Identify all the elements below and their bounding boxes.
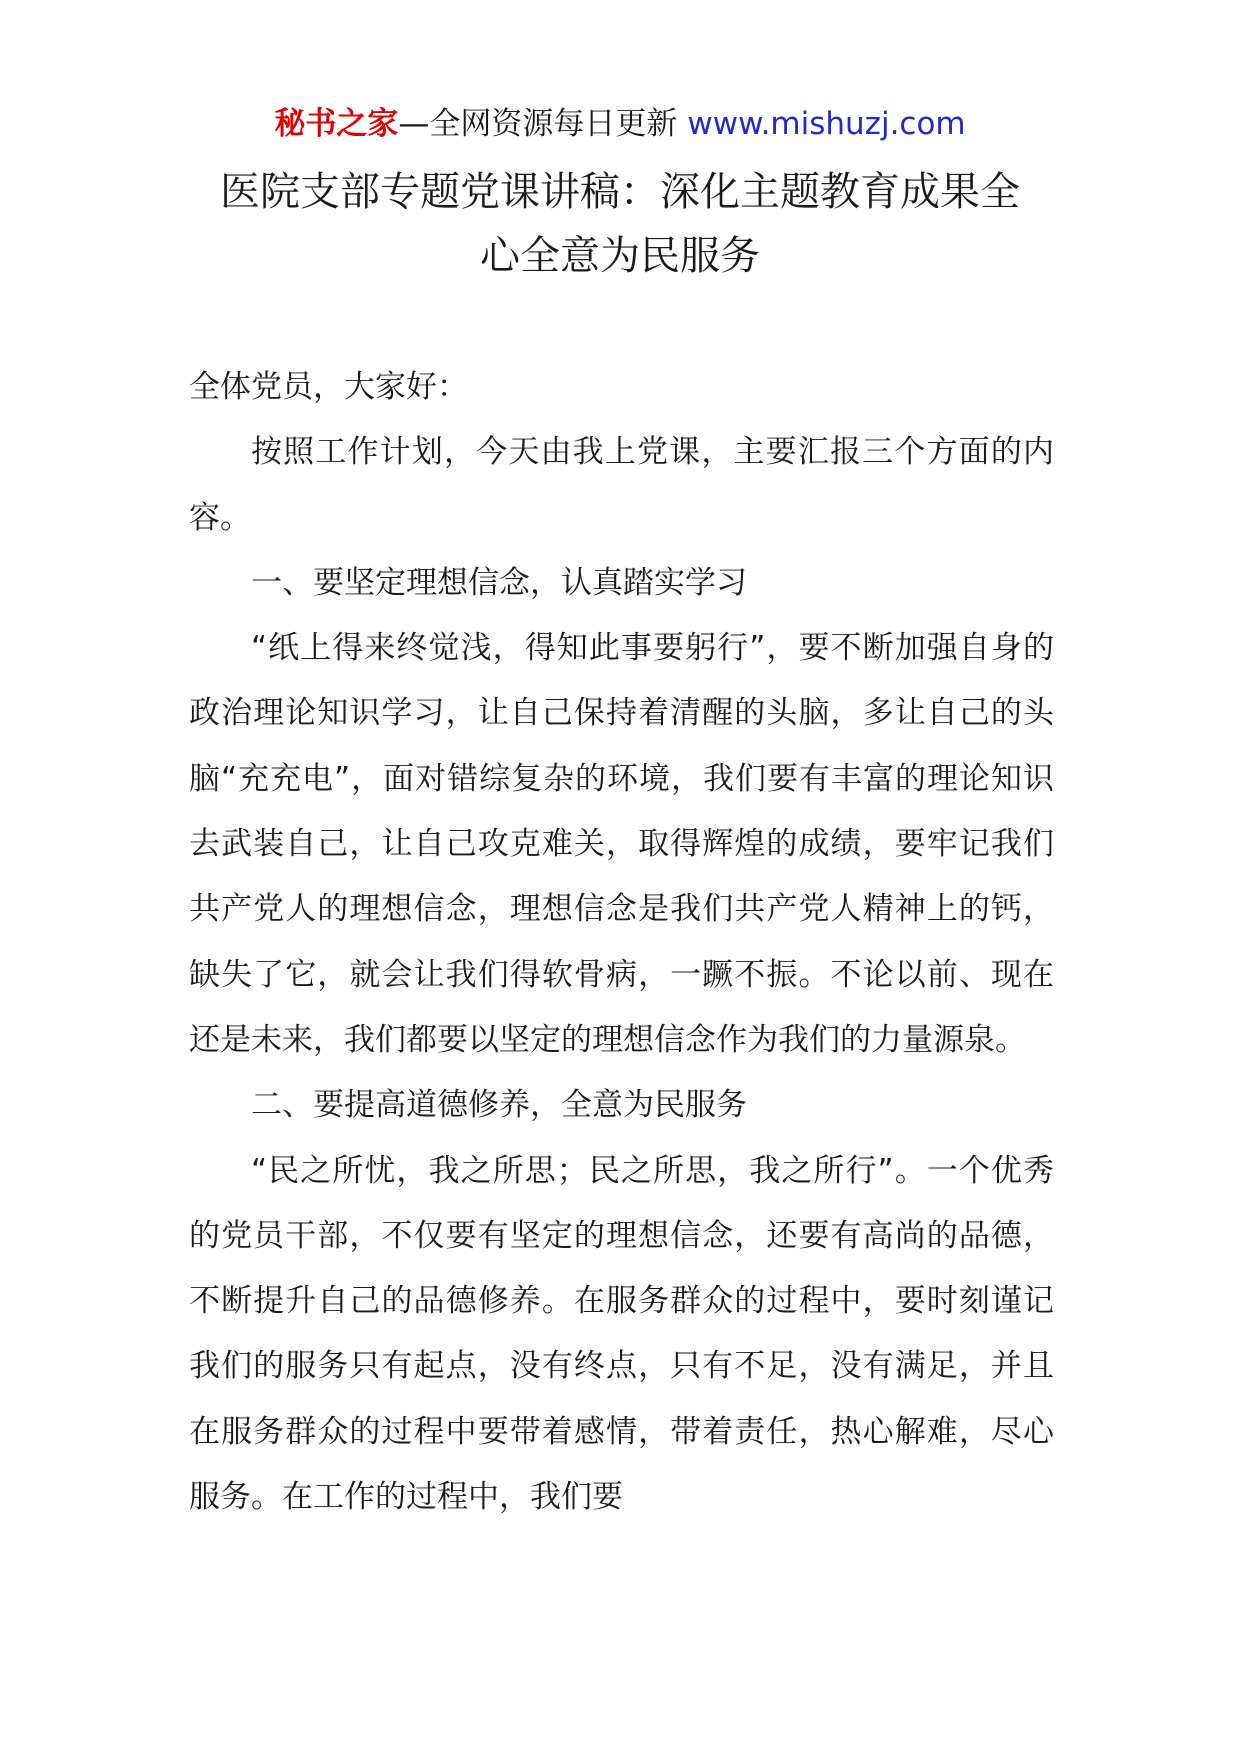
greeting: 全体党员，大家好： [189,369,468,405]
section-heading-2: 二、要提高道德修养，全意为民服务 [251,1087,747,1124]
document-title-line-2: 心全意为民服务 [480,233,760,279]
site-slogan: —全网资源每日更新 [398,106,678,142]
paragraph-section-2: “民之所忧，我之所思；民之所思，我之所行”。一个优秀的党员干部，不仅要有坚定的理想信念，还要有高尚的品德，不断提升自己的品德修养。在服务群众的过程中，要时刻谨记我们的服务只有起点，没有终点，只有不足，没有满足，并且在服务群众的过程中要带着感情，带着责任，热心解难，尽心服务。在工作的过程中，我们要 [189,1152,1054,1516]
document-title-line-1: 医院支部专题党课讲稿：深化主题教育成果全 [220,169,1020,215]
site-header [0,102,1240,146]
site-brand: 秘书之家 [274,106,399,142]
section-heading-1: 一、要坚定理想信念，认真踏实学习 [251,564,747,601]
document-body [189,355,1054,1530]
paragraph-intro: 按照工作计划，今天由我上党课，主要汇报三个方面的内容。 [189,434,1054,536]
paragraph-section-1: “纸上得来终觉浅，得知此事要躬行”，要不断加强自身的政治理论知识学习，让自己保持着清醒的头脑，多让自己的头脑“充充电”，面对错综复杂的环境，我们要有丰富的理论知识去武装自己，让自己攻克难关，取得辉煌的成绩，要牢记我们共产党人的理想信念，理想信念是我们共产党人精神上的钙，缺失了它，就会让我们得软骨病，一蹶不振。不论以前、现在还是未来，我们都要以坚定的理想信念作为我们的力量源泉。 [189,630,1054,1058]
site-url-link[interactable]: www.mishuzj.com [687,106,966,142]
document-title [180,160,1060,288]
